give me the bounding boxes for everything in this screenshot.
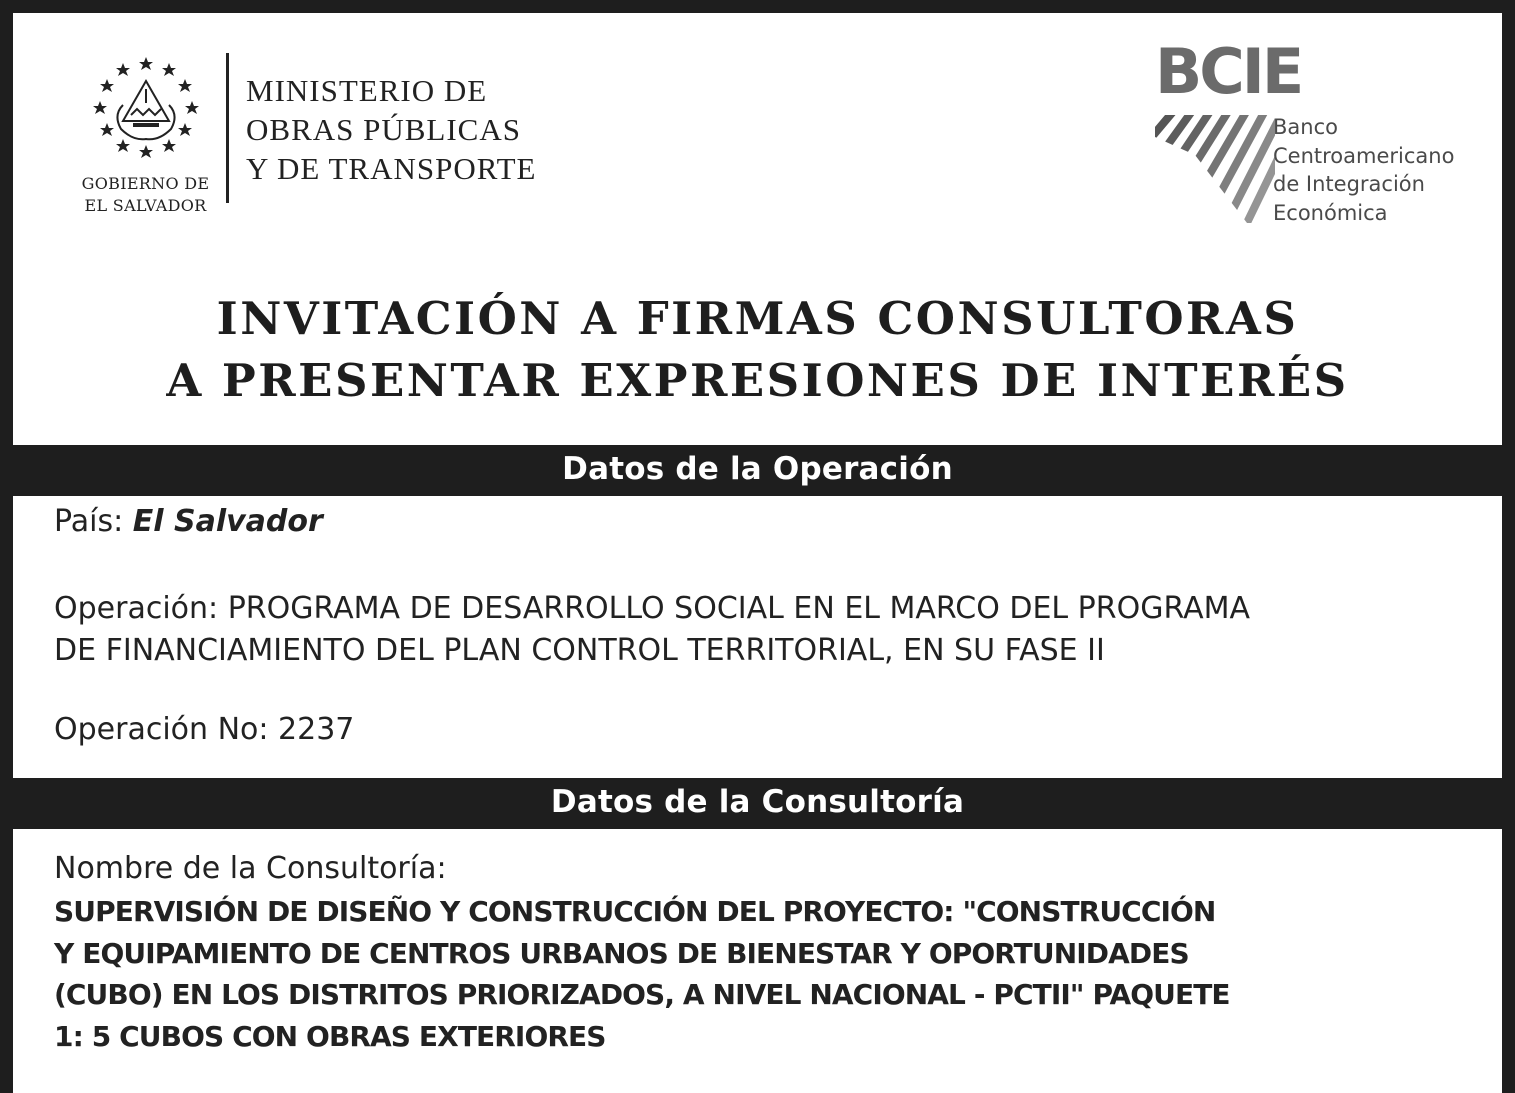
- operation-panel: [13, 496, 1502, 778]
- consultancy-name-line: Y EQUIPAMIENTO DE CENTROS URBANOS DE BIENESTAR Y OPORTUNIDADES: [54, 936, 1189, 970]
- operation-name-field: [54, 588, 1250, 672]
- consultancy-name-line: (CUBO) EN LOS DISTRITOS PRIORIZADOS, A NIVEL NACIONAL - PCTII" PAQUETE: [54, 978, 1230, 1011]
- operation-number-value: 2237: [278, 712, 355, 747]
- operation-name-line-2: DE FINANCIAMIENTO DEL PLAN CONTROL TERRITORIAL, EN SU FASE II: [54, 633, 1105, 668]
- bcie-acronym: BCIE: [1155, 35, 1302, 108]
- bcie-full-name: Banco Centroamericano de Integración Económica: [1273, 115, 1455, 225]
- operation-number-field: [54, 712, 354, 747]
- operation-name-line-1: PROGRAMA DE DESARROLLO SOCIAL EN EL MARCO DEL PROGRAMA: [227, 591, 1251, 626]
- consultancy-panel: [13, 829, 1502, 1093]
- bcie-stripes-logo-icon: [1155, 115, 1275, 223]
- page-title: INVITACIÓN A FIRMAS CONSULTORAS A PRESENTAR EXPRESIONES DE INTERÉS: [166, 292, 1349, 407]
- logo-divider: [226, 53, 229, 203]
- consultancy-name-line: SUPERVISIÓN DE DISEÑO Y CONSTRUCCIÓN DEL PROYECTO: "CONSTRUCCIÓN: [54, 895, 1216, 928]
- operation-number-label: Operación No:: [54, 712, 269, 747]
- consultancy-name: [54, 891, 1230, 1057]
- ministry-name: MINISTERIO DE OBRAS PÚBLICAS Y DE TRANSPORTE: [246, 73, 537, 186]
- consultancy-name-line: 1: 5 CUBOS CON OBRAS EXTERIORES: [54, 1019, 606, 1053]
- consultancy-section-heading: Datos de la Consultoría: [550, 784, 965, 820]
- operation-label: Operación:: [54, 591, 219, 626]
- government-label: GOBIERNO DE EL SALVADOR: [81, 174, 210, 215]
- operation-section-heading: Datos de la Operación: [562, 451, 953, 487]
- country-value: El Salvador: [132, 504, 323, 539]
- consultancy-name-label: Nombre de la Consultoría:: [54, 851, 447, 886]
- country-label: País:: [54, 504, 124, 539]
- header-panel: [13, 13, 1502, 445]
- country-field: [54, 504, 323, 539]
